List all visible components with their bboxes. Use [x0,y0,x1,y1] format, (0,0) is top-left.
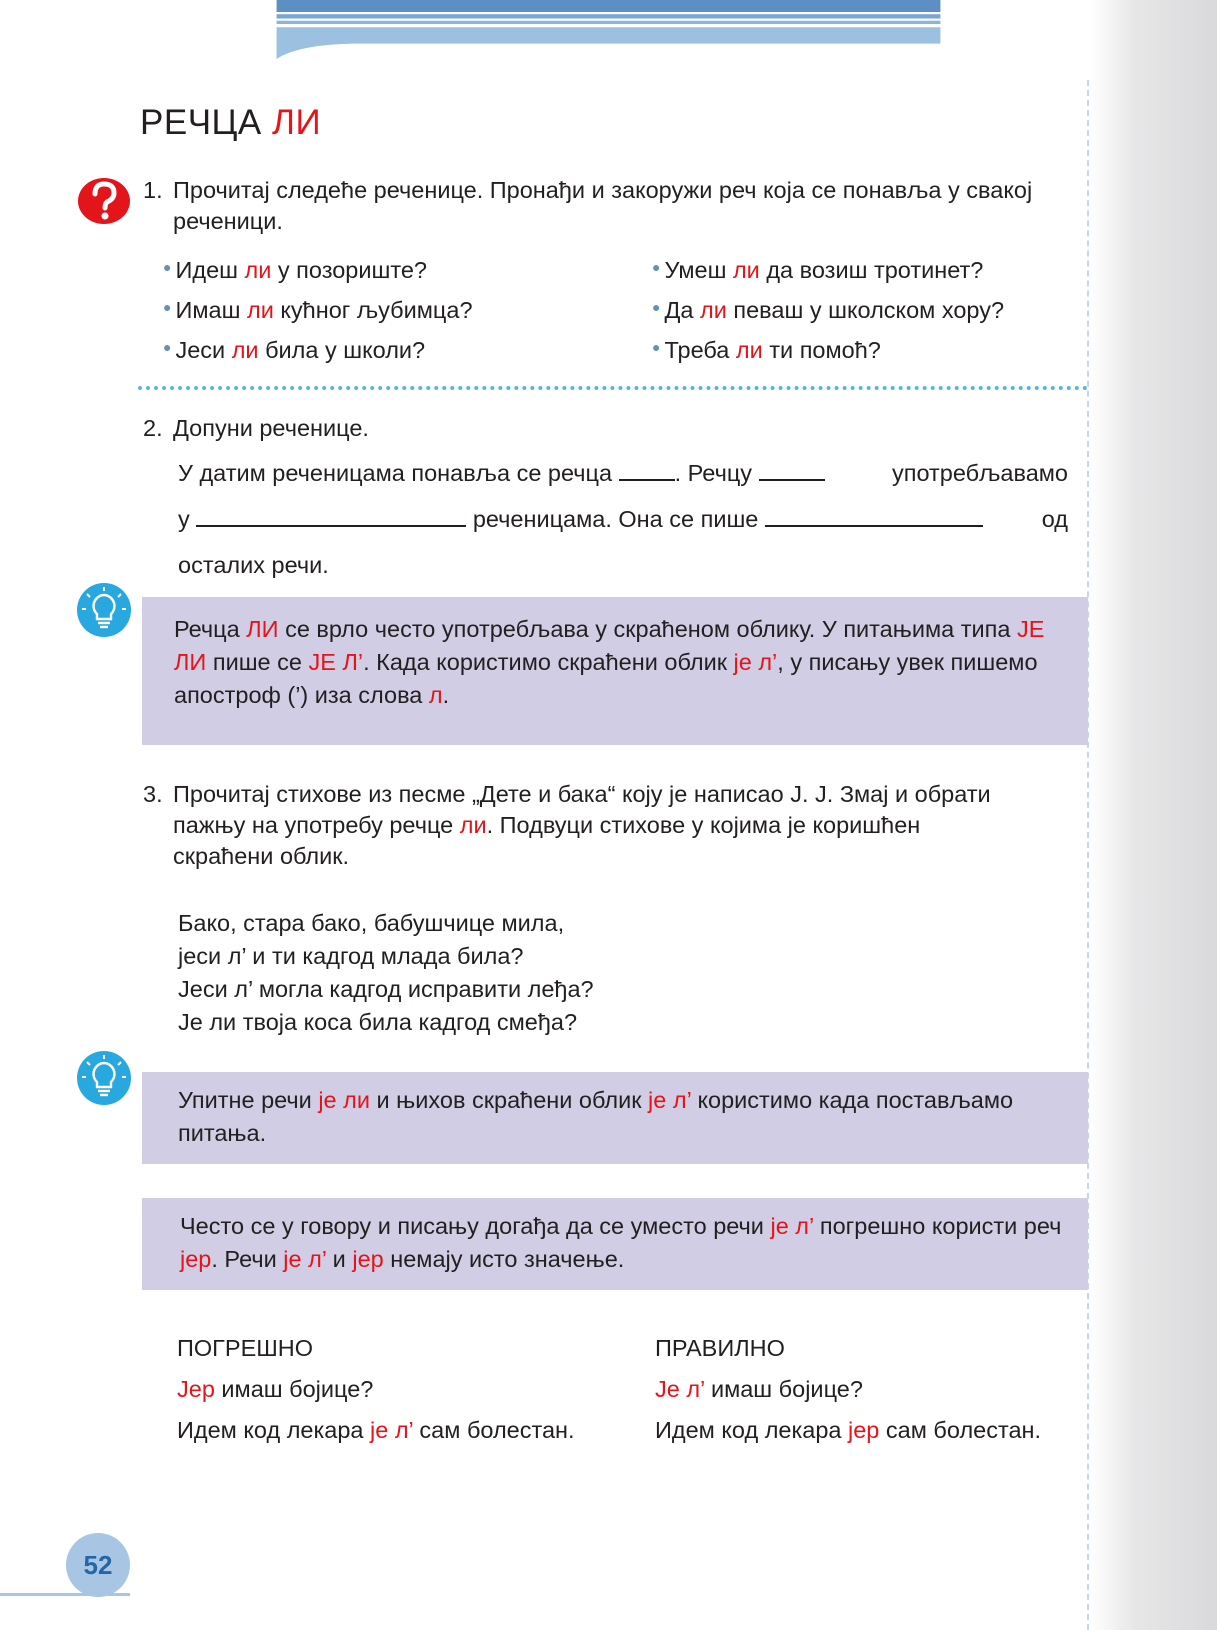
light-bulb-icon [76,1050,132,1106]
page-number: 52 [66,1533,130,1597]
column-heading: ПОГРЕШНО [177,1335,314,1361]
light-bulb-icon [76,582,132,638]
blank-field[interactable] [759,457,825,481]
blank-field[interactable] [196,503,466,527]
task-3 [143,779,1013,872]
tip-box-1: Речца ЛИ се врло често употребљава у скраћеном облику. У питањима типа ЈЕ ЛИ пише се ЈЕ Л’. Када користимо скраћени облик је л’, у писању увек пишемо апостроф (’) иза слова л. [142,597,1088,745]
list-item: ● Треба ли ти помоћ? [652,337,881,363]
fill-in-sentences: У датим реченицама понавља се речца . Речцу употребљавамо у реченицама. Она се пише од осталих речи. [178,450,1068,588]
column-heading: ПРАВИЛНО [655,1335,785,1361]
list-item: ● Идеш ли у позориште? [163,257,427,283]
poem [178,907,594,1039]
poem-line: Јеси л’ могла кадгод исправити леђа? [178,976,594,1002]
page-side-band [1090,0,1217,1630]
task-number: 1. [143,177,163,203]
list-item: ● Да ли певаш у школском хору? [652,297,1005,323]
example-line: Идем код лекара је л’ сам болестан. [177,1417,575,1443]
header-decoration [0,0,1217,60]
list-item: ● Умеш ли да возиш тротинет? [652,257,984,283]
task-number: 3. [143,781,163,807]
task-2 [143,413,1043,444]
tip-box-2: Упитне речи је ли и њихов скраћени облик је л’ користимо када постављамо питања. [142,1072,1088,1164]
poem-line: јеси л’ и ти кадгод млада била? [178,943,524,969]
list-item: ● Имаш ли кућног љубимца? [163,297,473,323]
blank-field[interactable] [619,457,675,481]
example-line: Идем код лекара јер сам болестан. [655,1417,1042,1443]
task-1-instruction: Прочитај следеће реченице. Пронађи и закоружи реч која се понавља у свакој реченици. [173,177,1033,234]
list-item: ● Јеси ли била у школи? [163,337,426,363]
poem-line: Је ли твоја коса била кадгод смеђа? [178,1009,578,1035]
page-title: РЕЧЦА ЛИ [140,103,322,142]
blank-field[interactable] [765,503,983,527]
right-column [655,1335,1041,1444]
task-2-instruction: Допуни реченице. [173,415,369,441]
task-3-instruction: Прочитај стихове из песме „Дете и бака“ коју је написао Ј. Ј. Змај и обрати пажњу на употребу речце ли. Подвуци стихове у којима је коришћен скраћени облик. [173,781,991,869]
example-line: Је л’ имаш бојице? [655,1376,863,1402]
task-number: 2. [143,415,163,441]
note-box: Често се у говору и писању догађа да се уместо речи је л’ погрешно користи реч јер. Речи је л’ и јер немају исто значење. [142,1198,1088,1290]
page-margin-dashed-line [1087,80,1089,1630]
poem-line: Бако, стара бако, бабушчице мила, [178,910,565,936]
section-divider [138,386,1088,390]
example-line: Јер имаш бојице? [177,1376,374,1402]
task-1 [143,175,1063,237]
question-mark-icon [77,177,132,225]
wrong-column [177,1335,575,1444]
